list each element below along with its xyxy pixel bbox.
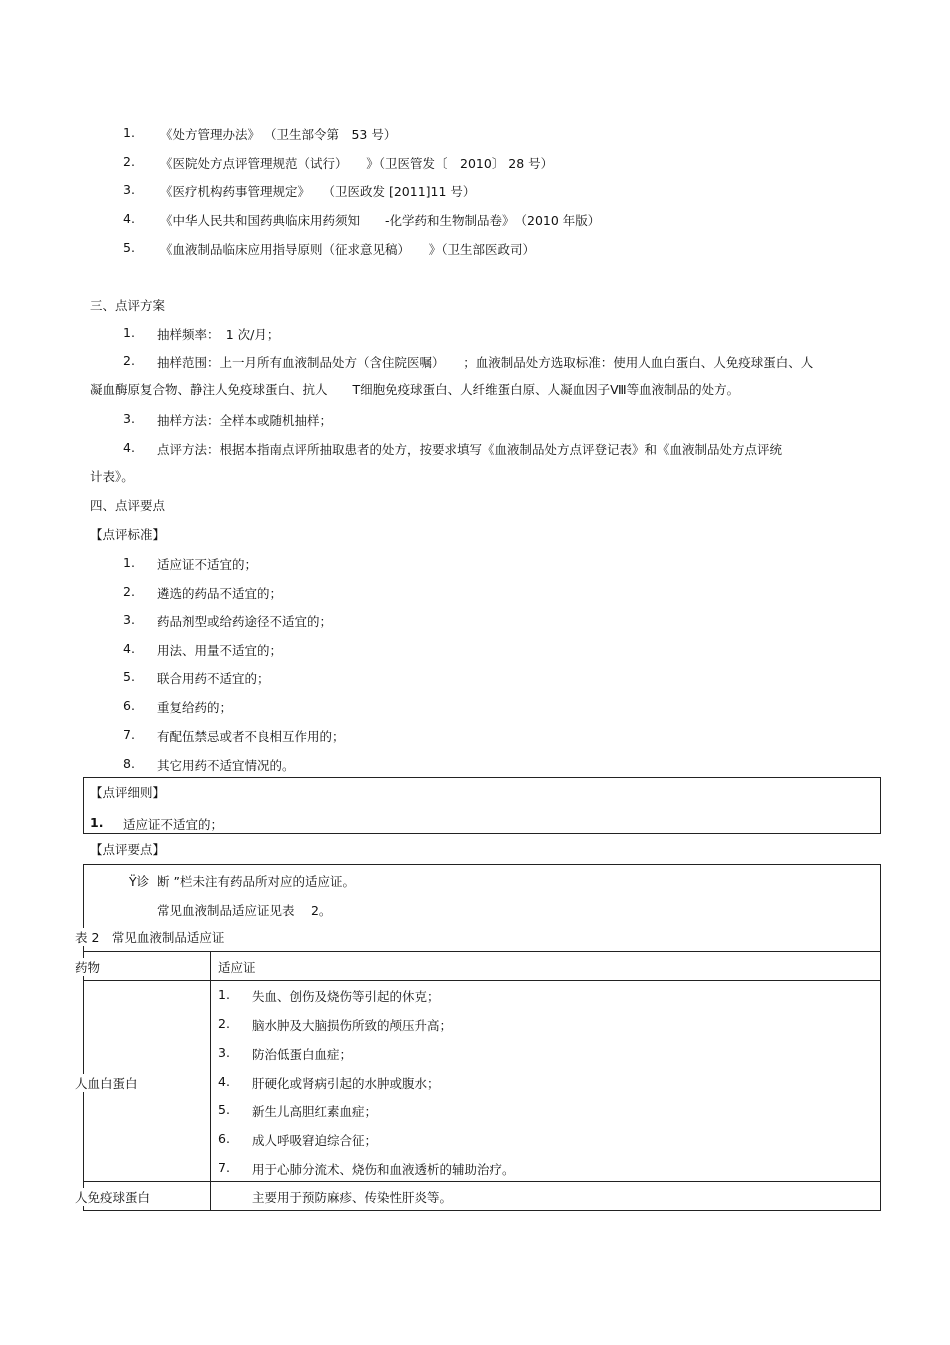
reference-text: 《血液制品临床应用指导原则（征求意见稿） 》（卫生部医政司） (160, 242, 536, 257)
indication-text: 用于心肺分流术、烧伤和血液透析的辅助治疗。 (252, 1162, 515, 1177)
points-prefix: Ÿ诊 (129, 874, 150, 889)
list-text: 其它用药不适宜情况的。 (157, 758, 295, 773)
indication-text: 新生儿高胆红素血症； (252, 1104, 378, 1119)
indication-number: 7. (218, 1160, 230, 1175)
list-number: 2. (123, 353, 135, 368)
list-text-continued: 计表》。 (90, 469, 134, 484)
list-text: 联合用药不适宜的； (157, 671, 270, 686)
list-text-continued: 凝血酶原复合物、静注人免疫球蛋白、抗人 T细胞免疫球蛋白、人纤维蛋白原、人凝血因子Ⅷ等血液制品的处方。 (90, 382, 740, 397)
list-text: 重复给药的； (157, 700, 233, 715)
table-header-drug: 药物 (75, 960, 101, 975)
list-number: 8. (123, 756, 135, 771)
reference-text: 《医院处方点评管理规范（试行） 》（卫医管发〔 2010〕 28 号） (160, 156, 554, 171)
reference-number: 3. (123, 182, 135, 197)
indication-number: 1. (218, 987, 230, 1002)
indication-text: 失血、创伤及烧伤等引起的休克； (252, 989, 440, 1004)
reference-number: 4. (123, 211, 135, 226)
list-number: 1. (123, 325, 135, 340)
list-text: 点评方法：根据本指南点评所抽取患者的处方，按要求填写《血液制品处方点评登记表》和《血液制品处方点评统 (157, 442, 783, 457)
list-number: 4. (123, 440, 135, 455)
list-text: 适应证不适宜的； (157, 557, 258, 572)
reference-number: 1. (123, 125, 135, 140)
table-header-indication: 适应证 (218, 960, 256, 975)
reference-text: 《处方管理办法》 （卫生部令第 53 号） (160, 127, 397, 142)
list-text: 遴选的药品不适宜的； (157, 586, 283, 601)
list-text: 用法、用量不适宜的； (157, 643, 283, 658)
section4-heading: 四、点评要点 (90, 498, 166, 513)
list-number: 4. (123, 641, 135, 656)
list-number: 6. (123, 698, 135, 713)
list-number: 2. (123, 584, 135, 599)
list-number: 7. (123, 727, 135, 742)
list-text: 抽样范围：上一月所有血液制品处方（含住院医嘱） ；血液制品处方选取标准：使用人血白蛋白、人免疫球蛋白、人 (157, 355, 814, 370)
list-text: 抽样频率： 1 次/月； (157, 327, 280, 342)
detail-label: 【点评细则】 (90, 785, 166, 800)
section3-heading: 三、点评方案 (90, 298, 166, 313)
indication-number: 6. (218, 1131, 230, 1146)
list-number: 5. (123, 669, 135, 684)
table-caption: 表 2 常见血液制品适应证 (75, 930, 225, 945)
list-number: 1. (123, 555, 135, 570)
list-number: 3. (123, 612, 135, 627)
indication-text: 脑水肿及大脑损伤所致的颅压升高； (252, 1018, 453, 1033)
indication-text: 防治低蛋白血症； (252, 1047, 353, 1062)
table-drug-cell: 人血白蛋白 (75, 1076, 138, 1091)
indication-number: 3. (218, 1045, 230, 1060)
detail-item-number: 1. (90, 815, 104, 830)
points-label: 【点评要点】 (90, 842, 166, 857)
indication-number: 5. (218, 1102, 230, 1117)
indication-text: 肝硬化或肾病引起的水肿或腹水； (252, 1076, 440, 1091)
reference-text: 《中华人民共和国药典临床用药须知 -化学药和生物制品卷》 （2010 年版） (160, 213, 601, 228)
list-number: 3. (123, 411, 135, 426)
indication-text: 主要用于预防麻疹、传染性肝炎等。 (252, 1190, 453, 1205)
indication-number: 2. (218, 1016, 230, 1031)
points-line: 常见血液制品适应证见表 2。 (157, 903, 332, 918)
list-text: 抽样方法：全样本或随机抽样； (157, 413, 333, 428)
reference-number: 5. (123, 240, 135, 255)
indication-text: 成人呼吸窘迫综合征； (252, 1133, 378, 1148)
list-text: 药品剂型或给药途径不适宜的； (157, 614, 333, 629)
indication-number: 4. (218, 1074, 230, 1089)
points-line: 断 ”栏未注有药品所对应的适应证。 (157, 874, 355, 889)
reference-number: 2. (123, 154, 135, 169)
list-text: 有配伍禁忌或者不良相互作用的； (157, 729, 345, 744)
detail-item-text: 适应证不适宜的； (123, 817, 224, 832)
table-drug-cell: 人免疫球蛋白 (75, 1190, 151, 1205)
standard-label: 【点评标准】 (90, 527, 166, 542)
reference-text: 《医疗机构药事管理规定》 （卫医政发 [2011]11 号） (160, 184, 476, 199)
